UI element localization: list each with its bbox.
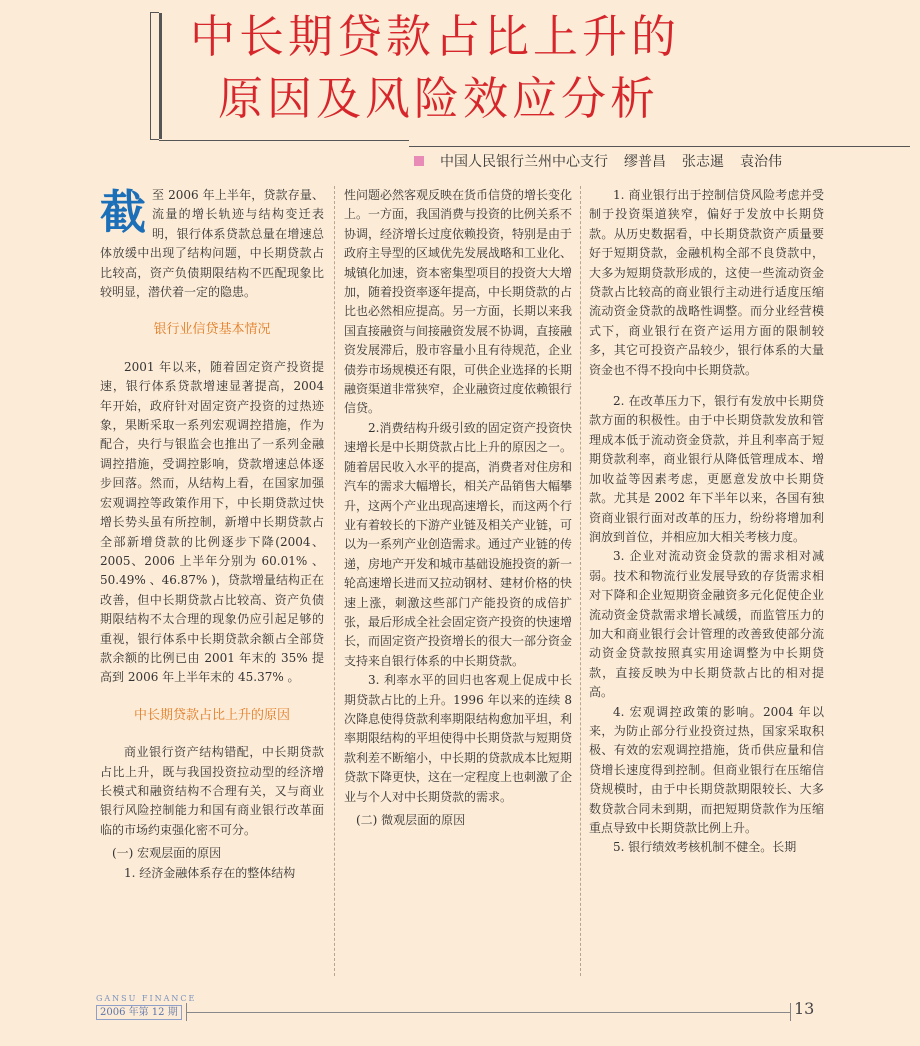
journal-name: GANSU FINANCE xyxy=(96,994,197,1003)
paragraph: 2. 在改革压力下，银行有发放中长期贷款方面的积极性。由于中长期贷款发放和管理成本低于流动资金贷款，并且利率高于短期贷款利率，商业银行从降低管理成本、增加收益等因素考虑，更愿意发放中长期贷款。尤其是 2002 年下半年以来，各国有独资商业银行面对改革的压力，纷纷将增加利润放到首位，并相应加大相关考核力度。 xyxy=(589,394,824,544)
paragraph: 性问题必然客观反映在货币信贷的增长变化上。一方面，我国消费与投资的比例关系不协调，经济增长过度依赖投资，特别是由于政府主导型的区域优先发展战略和工业化、城镇化加速，资本密集型项目的投资大大增加，随着投资率逐年提高，中长期贷款的占比也必然相应提高。另一方面，长期以来我国直接融资与间接融资发展不协调，直接融资发展滞后，股市容量小且有待规范，企业债券市场规模还有限，可供企业选择的长期融资渠道非常狭窄，企业融资过度依赖银行信贷。 xyxy=(344,188,573,416)
paragraph: 1. 商业银行出于控制信贷风险考虑并受制于投资渠道狭窄，偏好于发放中长期贷款。从历史数据看，中长期贷款资产质量要好于短期贷款，金融机构全部不良贷款中，大多为短期贷款形成的，这使一些流动资金贷款占比较高的商业银行主动进行适度压缩流动资金贷款的战略性调整。而分业经营模式下，商业银行在资产运用方面的限制较多，其它可投资产品较少，银行体系的大量资金也不得不投向中长期贷款。 xyxy=(589,188,824,377)
drop-cap: 截 xyxy=(100,185,146,239)
paragraph: 2001 年以来，随着固定资产投资提速，银行体系贷款增速显著提高，2004 年开始，政府针对固定资产投资的过热迹象，果断采取一系列宏观调控措施，作为配合，央行与银监会也推出了一系列金融调控措施，受调控影响，贷款增速总体逐步回落。然而，从结构上看，在国家加强宏观调控等政策作用下，中长期贷款过快增长势头虽有所控制，新增中长期贷款占全部新增贷款的比例逐步下降(2004、2005、2006 上半年分别为 60.01% 、50.49% 、46.87% )，贷款增量结构正在改善，但中长期贷款占比较高、资产负债期限结构不太合理的现象仍应引起足够的重视，银行体系中长期贷款余额占全部贷款余额的比例已由 2001 年末的 35% 提高到 2006 年上半年末的 45.37% 。 xyxy=(100,359,324,685)
byline-org: 中国人民银行兰州中心支行 xyxy=(440,154,608,170)
paragraph: 1. 经济金融体系存在的整体结构 xyxy=(124,865,296,880)
section-heading: 银行业信贷基本情况 xyxy=(153,322,271,338)
article-title-line-1: 中长期贷款占比上升的 xyxy=(190,10,681,63)
paragraph: 商业银行资产结构错配，中长期贷款占比上升，既与我国投资拉动型的经济增长模式和融资结构不合理有关，又与商业银行风险控制能力和国有商业银行改革面临的市场约束强化密不可分。 xyxy=(100,745,324,837)
title-underline xyxy=(159,140,409,141)
page-number: 13 xyxy=(794,999,815,1018)
paragraph: 4. 宏观调控政策的影响。2004 年以来，为防止部分行业投资过热，国家采取积极、有效的宏观调控措施，货币供应量和信贷增长速度得到控制。但商业银行在压缩信贷规模时，由于中长期贷款期限较长、大多数贷款合同未到期，而把短期贷款作为压缩重点导致中长期贷款比例上升。 xyxy=(589,704,824,835)
paragraph: 至 2006 年上半年，贷款存量、流量的增长轨迹与结构变迁表明，银行体系贷款总量在增速总体放缓中出现了结构问题，中长期贷款占比较高，资产负债期限结构不匹配现象比较明显，潜伏着一定的隐患。 xyxy=(100,188,324,300)
footer-rule xyxy=(186,1012,790,1013)
square-bullet-icon xyxy=(414,156,424,166)
section-heading: 中长期贷款占比上升的原因 xyxy=(133,707,290,723)
byline-author: 张志暹 xyxy=(682,154,724,170)
footer-tick xyxy=(790,1003,791,1021)
byline-author: 袁治伟 xyxy=(740,154,782,170)
issue-label: 2006 年第 12 期 xyxy=(96,1005,182,1020)
subsection-heading: (二) 微观层面的原因 xyxy=(356,813,466,827)
column-divider xyxy=(334,186,335,976)
text-column-3 xyxy=(589,186,824,858)
text-column-2 xyxy=(344,186,572,830)
text-column-1 xyxy=(100,186,324,883)
article-title-line-2: 原因及风险效应分析 xyxy=(218,72,660,125)
subsection-heading: (一) 宏观层面的原因 xyxy=(112,846,222,861)
paragraph: 3. 利率水平的回归也客观上促成中长期贷款占比的上升。1996 年以来的连续 8 次降息使得贷款利率期限结构愈加平坦，利率期限结构的平坦使得中长期贷款与短期贷款利差不断缩小，中长期的贷款成本比短期贷款下降更快，这在一定程度上也刺激了企业与个人对中长期贷款的需求。 xyxy=(344,673,573,804)
column-divider xyxy=(580,186,581,976)
title-bracket xyxy=(150,12,159,140)
paragraph: 3. 企业对流动资金贷款的需求相对减弱。技术和物流行业发展导致的存货需求相对下降和企业短期资金融资多元化促使企业流动资金贷款需求增长减缓，而监管压力的加大和商业银行会计管理的改善致使部分流动资金贷款按照真实用途调整为中长期贷款，直接反映为中长期贷款占比的相对提高。 xyxy=(589,549,824,700)
paragraph: 5. 银行绩效考核机制不健全。长期 xyxy=(613,840,797,855)
byline xyxy=(414,151,782,171)
byline-rule xyxy=(409,146,910,147)
byline-author: 缪普昌 xyxy=(624,154,666,170)
paragraph: 2.消费结构升级引致的固定资产投资快速增长是中长期贷款占比上升的原因之一。随着居民收入水平的提高，消费者对住房和汽车的需求大幅增长，相关产品销售大幅攀升，这两个产业出现高速增长，而这两个行业有着较长的下游产业链及相关产业链，可以为一系列产业创造需求。通过产业链的传递，房地产开发和城市基础设施投资的新一轮高速增长进而又拉动钢材、建材价格的快速上涨，刺激这些部门产能投资的成倍扩张，最后形成全社会固定资产投资的快速增长，而固定资产投资增长的很大一部分资金支持来自银行体系的中长期贷款。 xyxy=(344,420,573,668)
